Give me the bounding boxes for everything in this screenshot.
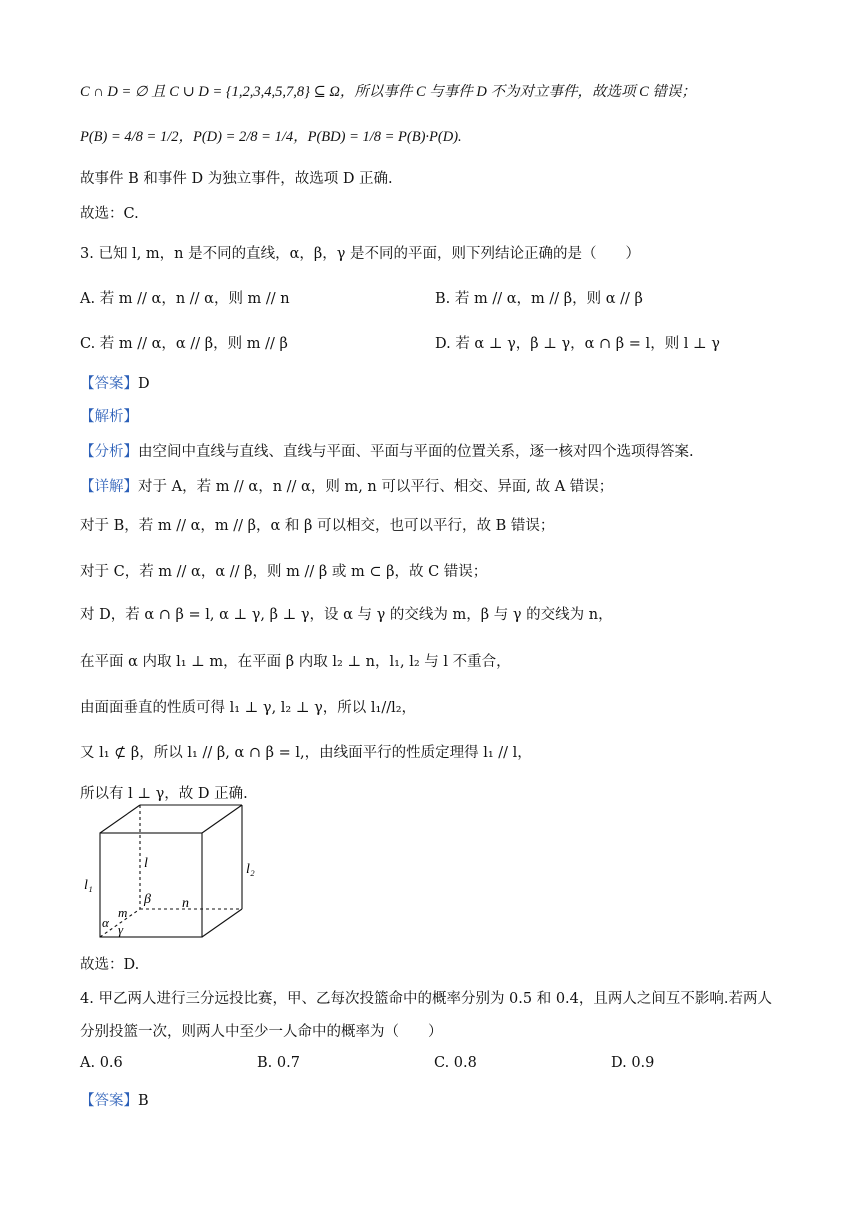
label-gamma: γ [118, 922, 124, 937]
detail-c: 对于 C，若 m // α，α // β，则 m // β 或 m ⊂ β，故 C 错误； [80, 564, 488, 580]
answer-4 [80, 1089, 149, 1110]
fenxi-tag: 【分析】 [80, 444, 138, 460]
analysis-tag: 【解析】 [80, 409, 138, 425]
label-beta: β [144, 892, 151, 907]
label-l: l [144, 856, 148, 871]
question-4-stem-2: 分别投篮一次，则两人中至少一人命中的概率为（ ） [80, 1024, 443, 1040]
question-3-option-d: D. 若 α ⊥ γ，β ⊥ γ，α ∩ β = l，则 l ⊥ γ [435, 336, 720, 352]
question-4-option-d: D. 0.9 [611, 1055, 655, 1071]
answer-3 [80, 372, 150, 393]
answer-4-tag: 【答案】 [80, 1093, 138, 1109]
select-3: 故选：D. [80, 957, 140, 973]
answer-4-value: B [138, 1093, 149, 1109]
answer-value: D [138, 376, 150, 392]
detail-d-4: 又 l₁ ⊄ β，所以 l₁ // β, α ∩ β = l,，由线面平行的性质定理得 l₁ // l， [80, 745, 532, 761]
label-m: m [118, 905, 128, 920]
label-l2: l₂ [246, 862, 255, 877]
question-4-option-c: C. 0.8 [434, 1055, 477, 1071]
label-n: n [182, 896, 189, 911]
label-l1: l₁ [84, 878, 93, 893]
detail-d-2: 在平面 α 内取 l₁ ⊥ m，在平面 β 内取 l₂ ⊥ n，l₁, l₂ 与 l 不重合， [80, 654, 511, 670]
text-line-4: 故选：C. [80, 206, 139, 222]
detail-d-1: 对 D，若 α ∩ β = l, α ⊥ γ, β ⊥ γ，设 α 与 γ 的交线为 m，β 与 γ 的交线为 n， [80, 607, 613, 623]
detail-b: 对于 B，若 m // α，m // β，α 和 β 可以相交，也可以平行，故 B 错误； [80, 518, 555, 534]
question-4-option-a: A. 0.6 [80, 1055, 123, 1071]
detail-d-3: 由面面垂直的性质可得 l₁ ⊥ γ, l₂ ⊥ γ，所以 l₁//l₂， [80, 700, 417, 716]
text-line-1: C ∩ D = ∅ 且 C ∪ D = {1,2,3,4,5,7,8} ⊆ Ω，所以事件 C 与事件 D 不为对立事件，故选项 C 错误； [80, 84, 696, 100]
cube-front-face [100, 833, 202, 937]
fenxi-text: 由空间中直线与直线、直线与平面、平面与平面的位置关系，逐一核对四个选项得答案. [138, 444, 694, 460]
answer-tag: 【答案】 [80, 376, 138, 392]
question-4-stem-1: 4. 甲乙两人进行三分远投比赛，甲、乙每次投篮命中的概率分别为 0.5 和 0.4，且两人之间互不影响.若两人 [80, 991, 772, 1007]
fenxi-line [80, 440, 694, 461]
xiangjie-text: 对于 A，若 m // α，n // α，则 m, n 可以平行、相交、异面, 故 A 错误； [138, 479, 614, 495]
xiangjie-tag: 【详解】 [80, 479, 138, 495]
question-3-option-b: B. 若 m // α，m // β，则 α // β [435, 291, 643, 307]
detail-d-5: 所以有 l ⊥ γ，故 D 正确. [80, 786, 248, 802]
cube-figure [82, 803, 272, 948]
question-3-option-c: C. 若 m // α，α // β，则 m // β [80, 336, 288, 352]
text-line-2: P(B) = 4/8 = 1/2，P(D) = 2/8 = 1/4，P(BD) = 1/8 = P(B)·P(D). [80, 129, 462, 145]
label-alpha: α [102, 915, 109, 930]
question-4-option-b: B. 0.7 [257, 1055, 300, 1071]
question-3-option-a: A. 若 m // α，n // α，则 m // n [80, 291, 290, 307]
xiangjie-line [80, 475, 613, 496]
text-line-3: 故事件 B 和事件 D 为独立事件，故选项 D 正确. [80, 171, 393, 187]
question-3-stem: 3. 已知 l, m，n 是不同的直线，α，β，γ 是不同的平面，则下列结论正确的是（ ） [80, 246, 641, 262]
